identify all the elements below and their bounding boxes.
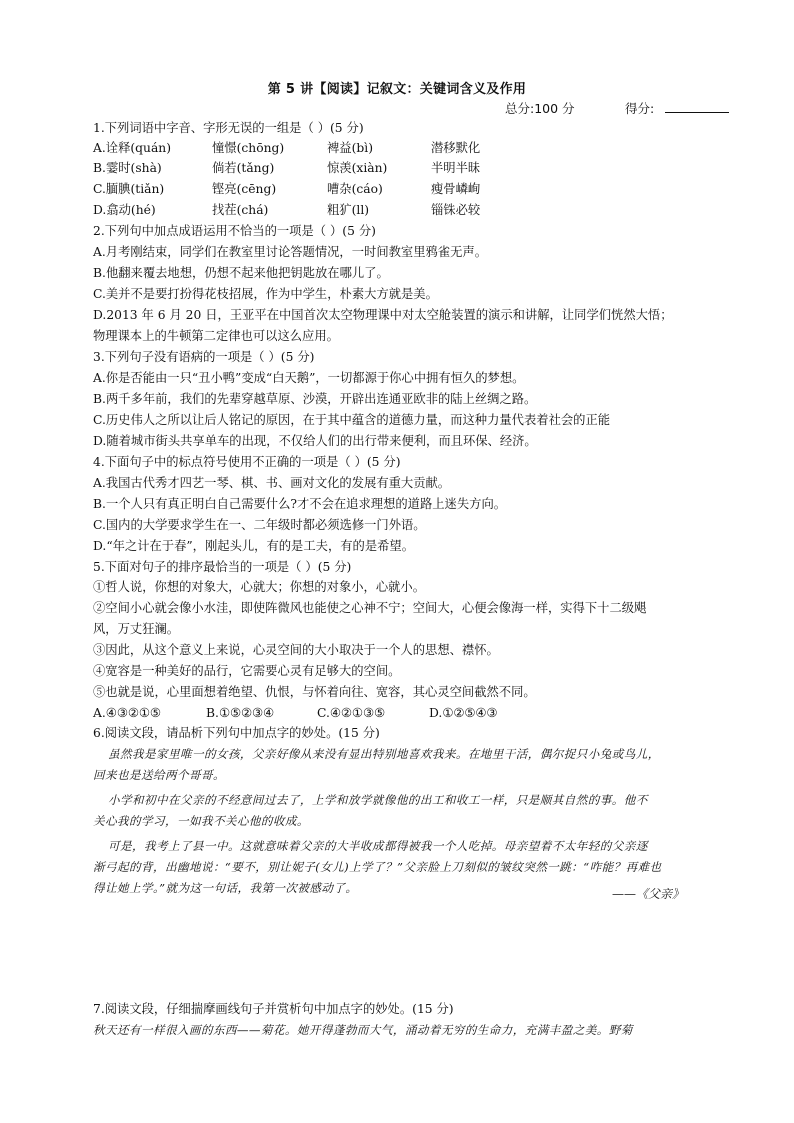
q4-option-a: A.我国古代秀才四艺一琴、棋、书、画对文化的发展有重大贡献。 xyxy=(93,476,451,490)
q1-a-1: A.诠释(quán) xyxy=(93,141,172,155)
q5-sentence-2-line2: 风，万丈狂澜。 xyxy=(93,622,180,636)
q6-source: ——《父亲》 xyxy=(612,887,685,901)
q5-option-a: A.④③②①⑤ xyxy=(93,706,161,720)
q2-option-c: C.美并不是要打扮得花枝招展，作为中学生，朴素大方就是美。 xyxy=(93,287,438,301)
q1-c-4: 瘦骨嶙峋 xyxy=(431,182,481,196)
q7-stem: 7.阅读文段，仔细揣摩画线句子并赏析句中加点字的妙处。(15 分) xyxy=(93,1002,454,1016)
q1-stem: 1.下列词语中字音、字形无误的一组是（ ）(5 分) xyxy=(93,121,364,135)
q2-stem: 2.下列句中加点成语运用不恰当的一项是（ ）(5 分) xyxy=(93,224,376,238)
q1-b-3: 惊羡(xiàn) xyxy=(327,161,388,175)
q3-stem: 3.下列句子没有语病的一项是（ ）(5 分) xyxy=(93,350,315,364)
q1-c-2: 铿亮(cēng) xyxy=(212,182,277,196)
q1-d-2: 找茬(chá) xyxy=(212,203,269,217)
q3-option-a: A.你是否能由一只“丑小鸭”变成“白天鹅”，一切都源于你心中拥有恒久的梦想。 xyxy=(93,371,525,385)
q5-sentence-4: ④宽容是一种美好的品行，它需要心灵有足够大的空间。 xyxy=(93,664,401,678)
q5-option-b: B.①⑤②③④ xyxy=(206,706,275,720)
q5-option-c: C.④②①③⑤ xyxy=(317,706,385,720)
page-title: 第 5 讲【阅读】记叙文：关键词含义及作用 xyxy=(267,82,527,97)
q5-sentence-1: ①哲人说，你想的对象大，心就大；你想的对象小，心就小。 xyxy=(93,580,426,594)
q1-a-4: 潜移默化 xyxy=(431,141,481,155)
q1-b-1: B.霎时(shà) xyxy=(93,161,162,175)
score-line xyxy=(505,99,735,117)
q3-option-b: B.两千多年前，我们的先辈穿越草原、沙漠，开辟出连通亚欧非的陆上丝绸之路。 xyxy=(93,392,537,406)
q1-b-2: 倘若(tǎng) xyxy=(212,161,275,175)
q2-option-a: A.月考刚结束，同学们在教室里讨论答题情况，一时间教室里鸦雀无声。 xyxy=(93,245,487,259)
q1-d-3: 粗犷(ll) xyxy=(327,203,370,217)
q4-stem: 4.下面句子中的标点符号使用不正确的一项是（ ）(5 分) xyxy=(93,455,401,469)
q6-para1-line2: 回来也是送给两个哥哥。 xyxy=(93,768,225,782)
q1-d-4: 锱铢必较 xyxy=(431,203,481,217)
q6-para1-line1: 虽然我是家里唯一的女孩，父亲好像从来没有显出特别地喜欢我来。在地里干活，偶尔捉只小兔或鸟儿， xyxy=(108,747,660,761)
q1-a-2: 憧憬(chōng) xyxy=(212,141,285,155)
q1-a-3: 裨益(bì) xyxy=(327,141,373,155)
q6-para2-line2: 关心我的学习，一如我不关心他的收成。 xyxy=(93,814,309,828)
q4-option-b: B.一个人只有真正明白自己需要什么?才不会在追求理想的道路上迷失方向。 xyxy=(93,497,507,511)
q5-sentence-5: ⑤也就是说，心里面想着绝望、仇恨，与怀着向往、宽容，其心灵空间截然不同。 xyxy=(93,685,536,699)
q1-c-1: C.腼腆(tiǎn) xyxy=(93,182,165,196)
q6-para3-line1: 可是，我考上了县一中。这就意味着父亲的大半收成都得被我一个人吃掉。母亲望着不太年轻的父亲逐 xyxy=(108,839,648,853)
q5-option-d: D.①②⑤④③ xyxy=(429,706,498,720)
q1-d-1: D.翕动(hé) xyxy=(93,203,156,217)
score-blank xyxy=(665,112,729,113)
q4-option-d: D.“年之计在于春”，刚起头儿，有的是工夫，有的是希望。 xyxy=(93,539,415,553)
q6-para3-line2: 渐弓起的背，出幽地说：“要不，别让妮子(女儿)上学了？”父亲脸上刀刻似的皱纹突然一跳：“咋能？再难也 xyxy=(93,860,662,874)
q2-option-d-line1: D.2013 年 6 月 20 日，王亚平在中国首次太空物理课中对太空舱装置的演示和讲解，让同学们恍然大悟； xyxy=(93,308,673,322)
q5-sentence-2-line1: ②空间小心就会像小水洼，即使阵微风也能使之心神不宁；空间大，心便会像海一样，实得下十二级飓 xyxy=(93,601,647,615)
q1-c-3: 嘈杂(cáo) xyxy=(327,182,383,196)
q6-para2-line1: 小学和初中在父亲的不经意间过去了，上学和放学就像他的出工和收工一样，只是顺其自然的事。他不 xyxy=(108,793,648,807)
q3-option-d: D.随着城市街头共享单车的出现，不仅给人们的出行带来便利，而且环保、经济。 xyxy=(93,434,537,448)
q5-sentence-3: ③因此，从这个意义上来说，心灵空间的大小取决于一个人的思想、襟怀。 xyxy=(93,643,499,657)
q6-stem: 6.阅读文段，请品析下列句中加点字的妙处。(15 分) xyxy=(93,726,380,740)
q3-option-c: C.历史伟人之所以让后人铭记的原因，在于其中蕴含的道德力量，而这种力量代表着社会的正能 xyxy=(93,413,611,427)
score-label: 得分: xyxy=(625,101,655,116)
q6-para3-line3: 得让她上学。”就为这一句话，我第一次被感动了。 xyxy=(93,881,358,895)
q1-b-4: 半明半昧 xyxy=(431,161,481,175)
q7-para1-line1: 秋天还有一样很入画的东西——菊花。她开得蓬勃而大气，涌动着无穷的生命力，充满丰盈之美。野菊 xyxy=(93,1023,633,1037)
q4-option-c: C.国内的大学要求学生在一、二年级时都必须选修一门外语。 xyxy=(93,518,426,532)
q5-stem: 5.下面对句子的排序最恰当的一项是（ ）(5 分) xyxy=(93,560,352,574)
total-score: 总分:100 分 xyxy=(505,101,575,116)
q2-option-b: B.他翻来覆去地想，仍想不起来他把钥匙放在哪儿了。 xyxy=(93,266,389,280)
q2-option-d-line2: 物理课本上的牛顿第二定律也可以这么应用。 xyxy=(93,329,339,343)
